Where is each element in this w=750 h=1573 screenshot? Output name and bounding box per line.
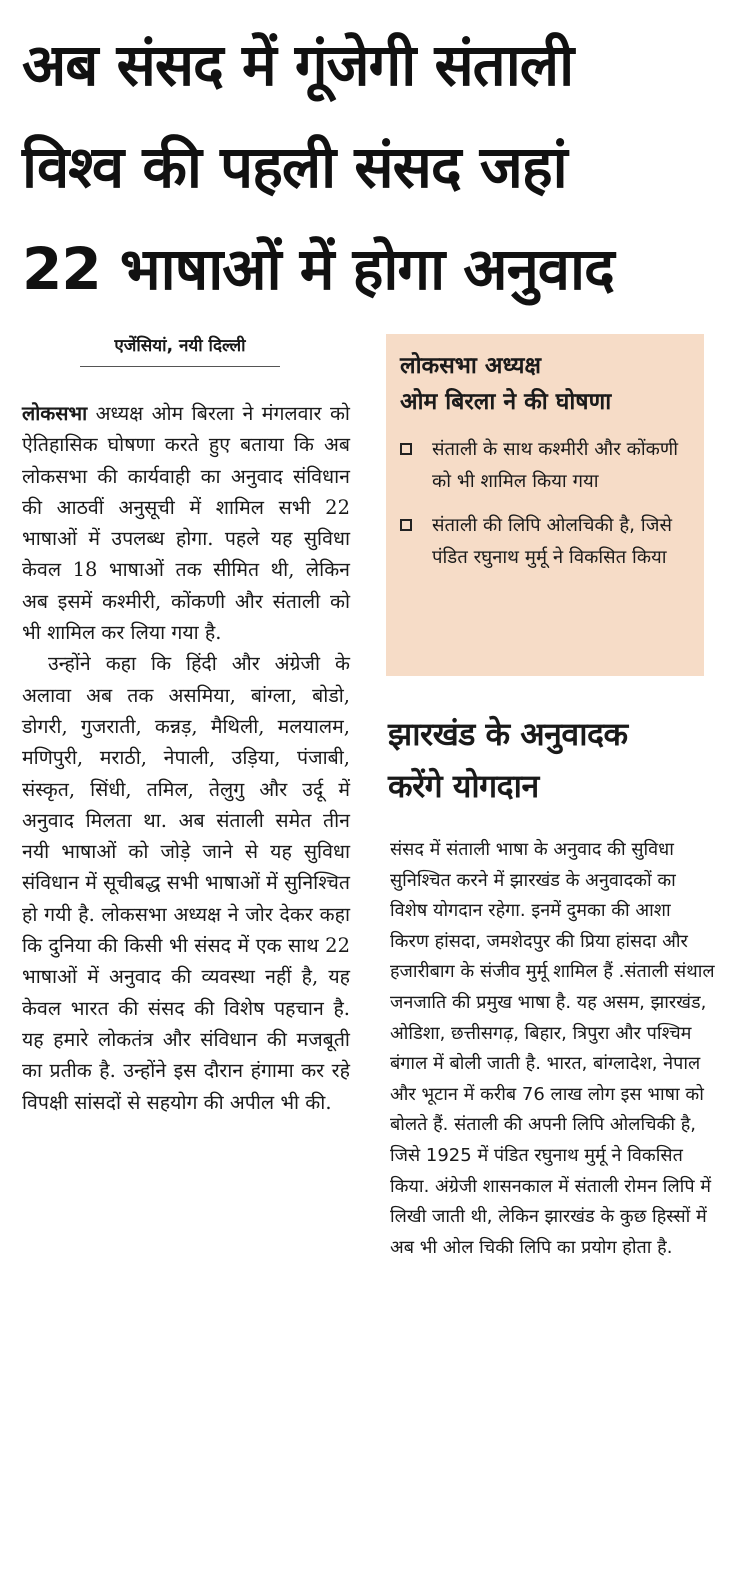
paragraph-1-text: अध्यक्ष ओम बिरला ने मंगलवार को ऐतिहासिक घोषणा करते हुए बताया कि अब लोकसभा की कार्यवाही का अनुवाद संविधान की आठवीं अनुसूची में शामिल सभी 22 भाषाओं में उपलब्ध होगा. पहले यह सुविधा केवल 18 भाषाओं तक सीमित थी, लेकिन अब इसमें कश्मीरी, कोंकणी और संताली को भी शामिल कर लिया गया है. bbox=[22, 402, 350, 645]
subhead-line-1: झारखंड के अनुवादक bbox=[388, 715, 628, 753]
headline-line-2: विश्व की पहली संसद जहां bbox=[22, 133, 567, 201]
article-paragraph-2: उन्होंने कहा कि हिंदी और अंग्रेजी के अलावा अब तक असमिया, बांग्ला, बोडो, डोगरी, गुजराती, कन्नड़, मैथिली, मलयालम, मणिपुरी, मराठी, नेपाली, उड़िया, पंजाबी, संस्कृत, सिंधी, तमिल, तेलुगु और उर्दू में अनुवाद मिलता था. अब संताली समेत तीन नयी भाषाओं को जोड़े जाने से यह सुविधा संविधान में सूचीबद्ध सभी भाषाओं में सुनिश्चित हो गयी है. लोकसभा अध्यक्ष ने जोर देकर कहा कि दुनिया की किसी भी संसद में एक साथ 22 भाषाओं में अनुवाद की व्यवस्था नहीं है, यह केवल भारत की संसद की विशेष पहचान है. यह हमारे लोकतंत्र और संविधान की मजबूती का प्रतीक है. उन्होंने इस दौरान हंगामा कर रहे विपक्षी सांसदों से सहयोग की अपील भी की. bbox=[22, 652, 350, 1114]
highlight-point-text: संताली के साथ कश्मीरी और कोंकणी को भी शामिल किया गया bbox=[432, 439, 679, 492]
main-article-body bbox=[22, 398, 350, 1118]
highlight-point bbox=[400, 510, 690, 574]
highlight-box-title bbox=[400, 348, 690, 420]
sidebar-subhead bbox=[388, 708, 728, 812]
subhead-line-2: करेंगे योगदान bbox=[388, 767, 539, 805]
headline-line-1: अब संसद में गूंजेगी संताली bbox=[22, 31, 574, 99]
headline bbox=[22, 14, 732, 320]
highlight-title-line-2: ओम बिरला ने की घोषणा bbox=[400, 389, 612, 415]
article-paragraph-1 bbox=[22, 398, 350, 648]
highlight-title-line-1: लोकसभा अध्यक्ष bbox=[400, 353, 541, 379]
dateline: एजेंसियां, नयी दिल्ली bbox=[80, 334, 280, 367]
sidebar-paragraph: संसद में संताली भाषा के अनुवाद की सुविधा सुनिश्चित करने में झारखंड के अनुवादकों का विशेष योगदान रहेगा. इनमें दुमका की आशा किरण हांसदा, जमशेदपुर की प्रिया हांसदा और हजारीबाग के संजीव मुर्मू शामिल हैं .संताली संथाल जनजाति की प्रमुख भाषा है. यह असम, झारखंड, ओडिशा, छत्तीसगढ़, बिहार, त्रिपुरा और पश्चिम बंगाल में बोली जाती है. भारत, बांग्लादेश, नेपाल और भूटान में करीब 76 लाख लोग इस भाषा को बोलते हैं. संताली की अपनी लिपि ओलचिकी है, जिसे 1925 में पंडित रघुनाथ मुर्मू ने विकसित किया. अंग्रेजी शासनकाल में संताली रोमन लिपि में लिखी जाती थी, लेकिन झारखंड के कुछ हिस्सों में अब भी ओल चिकी लिपि का प्रयोग होता है. bbox=[390, 839, 715, 1258]
highlight-box bbox=[386, 334, 704, 676]
headline-line-3: 22 भाषाओं में होगा अनुवाद bbox=[22, 235, 614, 303]
highlight-points bbox=[400, 434, 690, 574]
highlight-point bbox=[400, 434, 690, 498]
checkbox-bullet-icon bbox=[400, 519, 412, 531]
checkbox-bullet-icon bbox=[400, 443, 412, 455]
highlight-point-text: संताली की लिपि ओलचिकी है, जिसे पंडित रघुनाथ मुर्मू ने विकसित किया bbox=[432, 515, 672, 568]
sidebar-story-body bbox=[390, 835, 715, 1263]
lead-word: लोकसभा bbox=[22, 402, 88, 425]
